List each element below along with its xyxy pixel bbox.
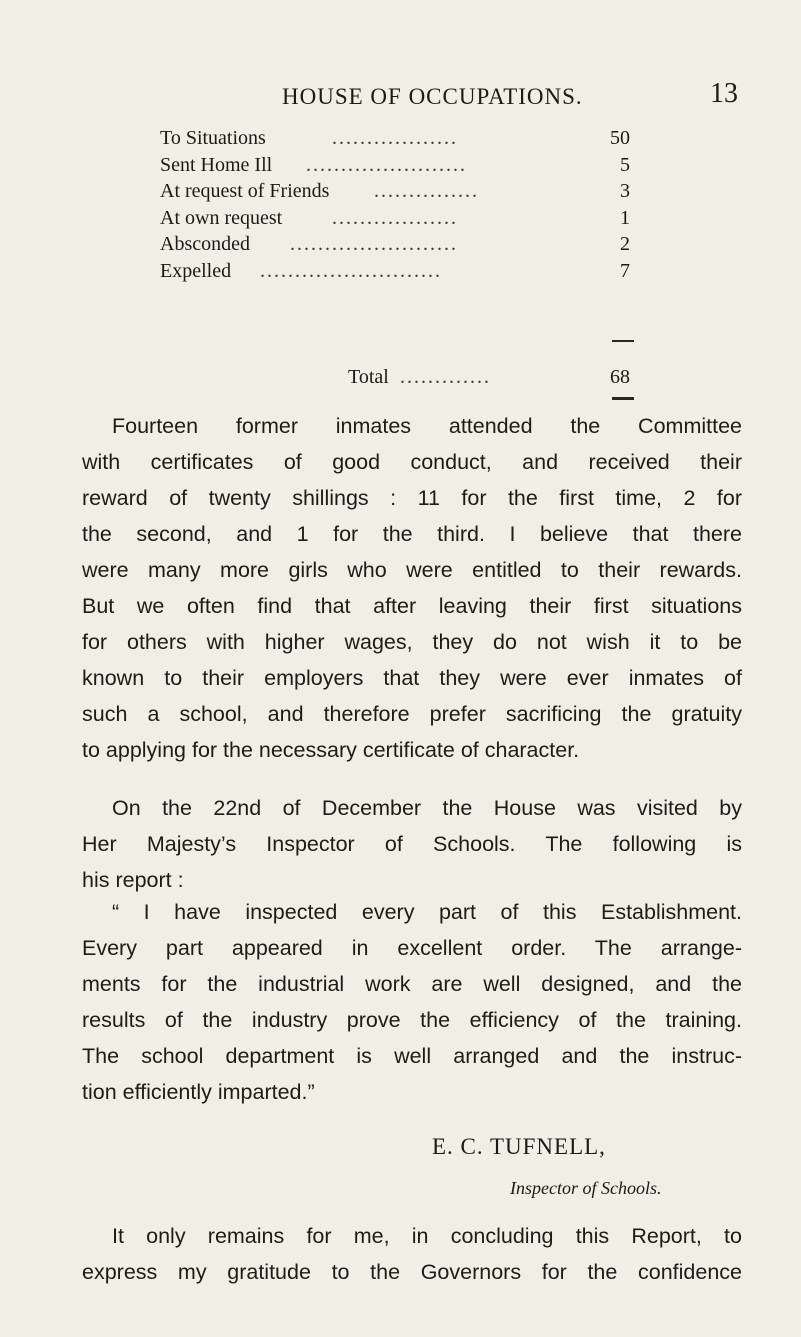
table-row <box>160 178 630 205</box>
row-value: 3 <box>620 180 630 202</box>
text-line: results of the industry prove the efficiency of the training. <box>82 1008 742 1032</box>
text-line: Every part appeared in excellent order. The arrange- <box>82 936 742 960</box>
row-label: At request of Friends <box>160 180 330 202</box>
text-line: to applying for the necessary certificate of character. <box>82 738 580 762</box>
text-line: It only remains for me, in concluding this Report, to <box>112 1224 742 1248</box>
paragraph-report-quote <box>82 894 742 1110</box>
table-row <box>160 152 630 179</box>
leader-dots: ............. <box>400 366 491 388</box>
text-line: for others with higher wages, they do not wish it to be <box>82 630 742 654</box>
table-row <box>160 125 630 152</box>
table-row <box>160 205 630 232</box>
row-value: 50 <box>610 127 630 149</box>
total-row <box>348 364 630 390</box>
text-line: The school department is well arranged and the instruc- <box>82 1044 742 1068</box>
row-label: Expelled <box>160 259 232 282</box>
text-line: the second, and 1 for the third. I believe that there <box>82 522 742 546</box>
text-line: his report : <box>82 868 184 892</box>
text-line: But we often find that after leaving their first situations <box>82 594 742 618</box>
text-line: with certificates of good conduct, and received their <box>82 450 742 474</box>
row-label: Absconded <box>160 233 250 255</box>
row-value: 7 <box>620 259 630 282</box>
row-label: To Situations <box>160 127 266 149</box>
row-value: 5 <box>620 153 630 176</box>
text-line: “ I have inspected every part of this Establishment. <box>112 900 742 924</box>
statistics-table <box>160 125 630 284</box>
paragraph-inspection <box>82 790 742 898</box>
total-label: Total <box>348 366 389 388</box>
text-line: On the 22nd of December the House was visited by <box>112 796 742 820</box>
sum-rule <box>612 340 634 342</box>
leader-dots: ....................... <box>306 153 467 176</box>
text-line: such a school, and therefore prefer sacrificing the gratuity <box>82 702 742 726</box>
row-label: At own request <box>160 206 283 229</box>
leader-dots: .................. <box>332 206 458 229</box>
row-value: 1 <box>620 206 630 229</box>
page-number: 13 <box>710 78 738 109</box>
text-line: Fourteen former inmates attended the Committee <box>112 414 742 438</box>
leader-dots: ........................ <box>290 233 458 255</box>
text-line: Her Majesty’s Inspector of Schools. The following is <box>82 832 742 856</box>
running-head <box>0 72 801 112</box>
leader-dots: ............... <box>374 180 479 202</box>
text-line: ments for the industrial work are well designed, and the <box>82 972 742 996</box>
total-underline <box>612 397 634 400</box>
text-line: reward of twenty shillings : 11 for the first time, 2 for <box>82 486 742 510</box>
text-line: were many more girls who were entitled to their rewards. <box>82 558 742 582</box>
row-value: 2 <box>620 233 630 255</box>
row-label: Sent Home Ill <box>160 153 273 176</box>
signature-title: Inspector of Schools. <box>510 1178 662 1198</box>
paragraph-certificates <box>82 408 742 768</box>
table-row <box>160 258 630 285</box>
leader-dots: .......................... <box>260 259 442 282</box>
text-line: express my gratitude to the Governors for the confidence <box>82 1260 742 1284</box>
leader-dots: .................. <box>332 127 458 149</box>
total-value: 68 <box>610 366 630 388</box>
running-title: HOUSE OF OCCUPATIONS. <box>282 84 583 109</box>
text-line: tion efficiently imparted.” <box>82 1080 315 1104</box>
text-line: known to their employers that they were ever inmates of <box>82 666 742 690</box>
signature-name: E. C. TUFNELL, <box>432 1134 606 1159</box>
table-row <box>160 231 630 258</box>
paragraph-conclusion <box>82 1218 742 1290</box>
